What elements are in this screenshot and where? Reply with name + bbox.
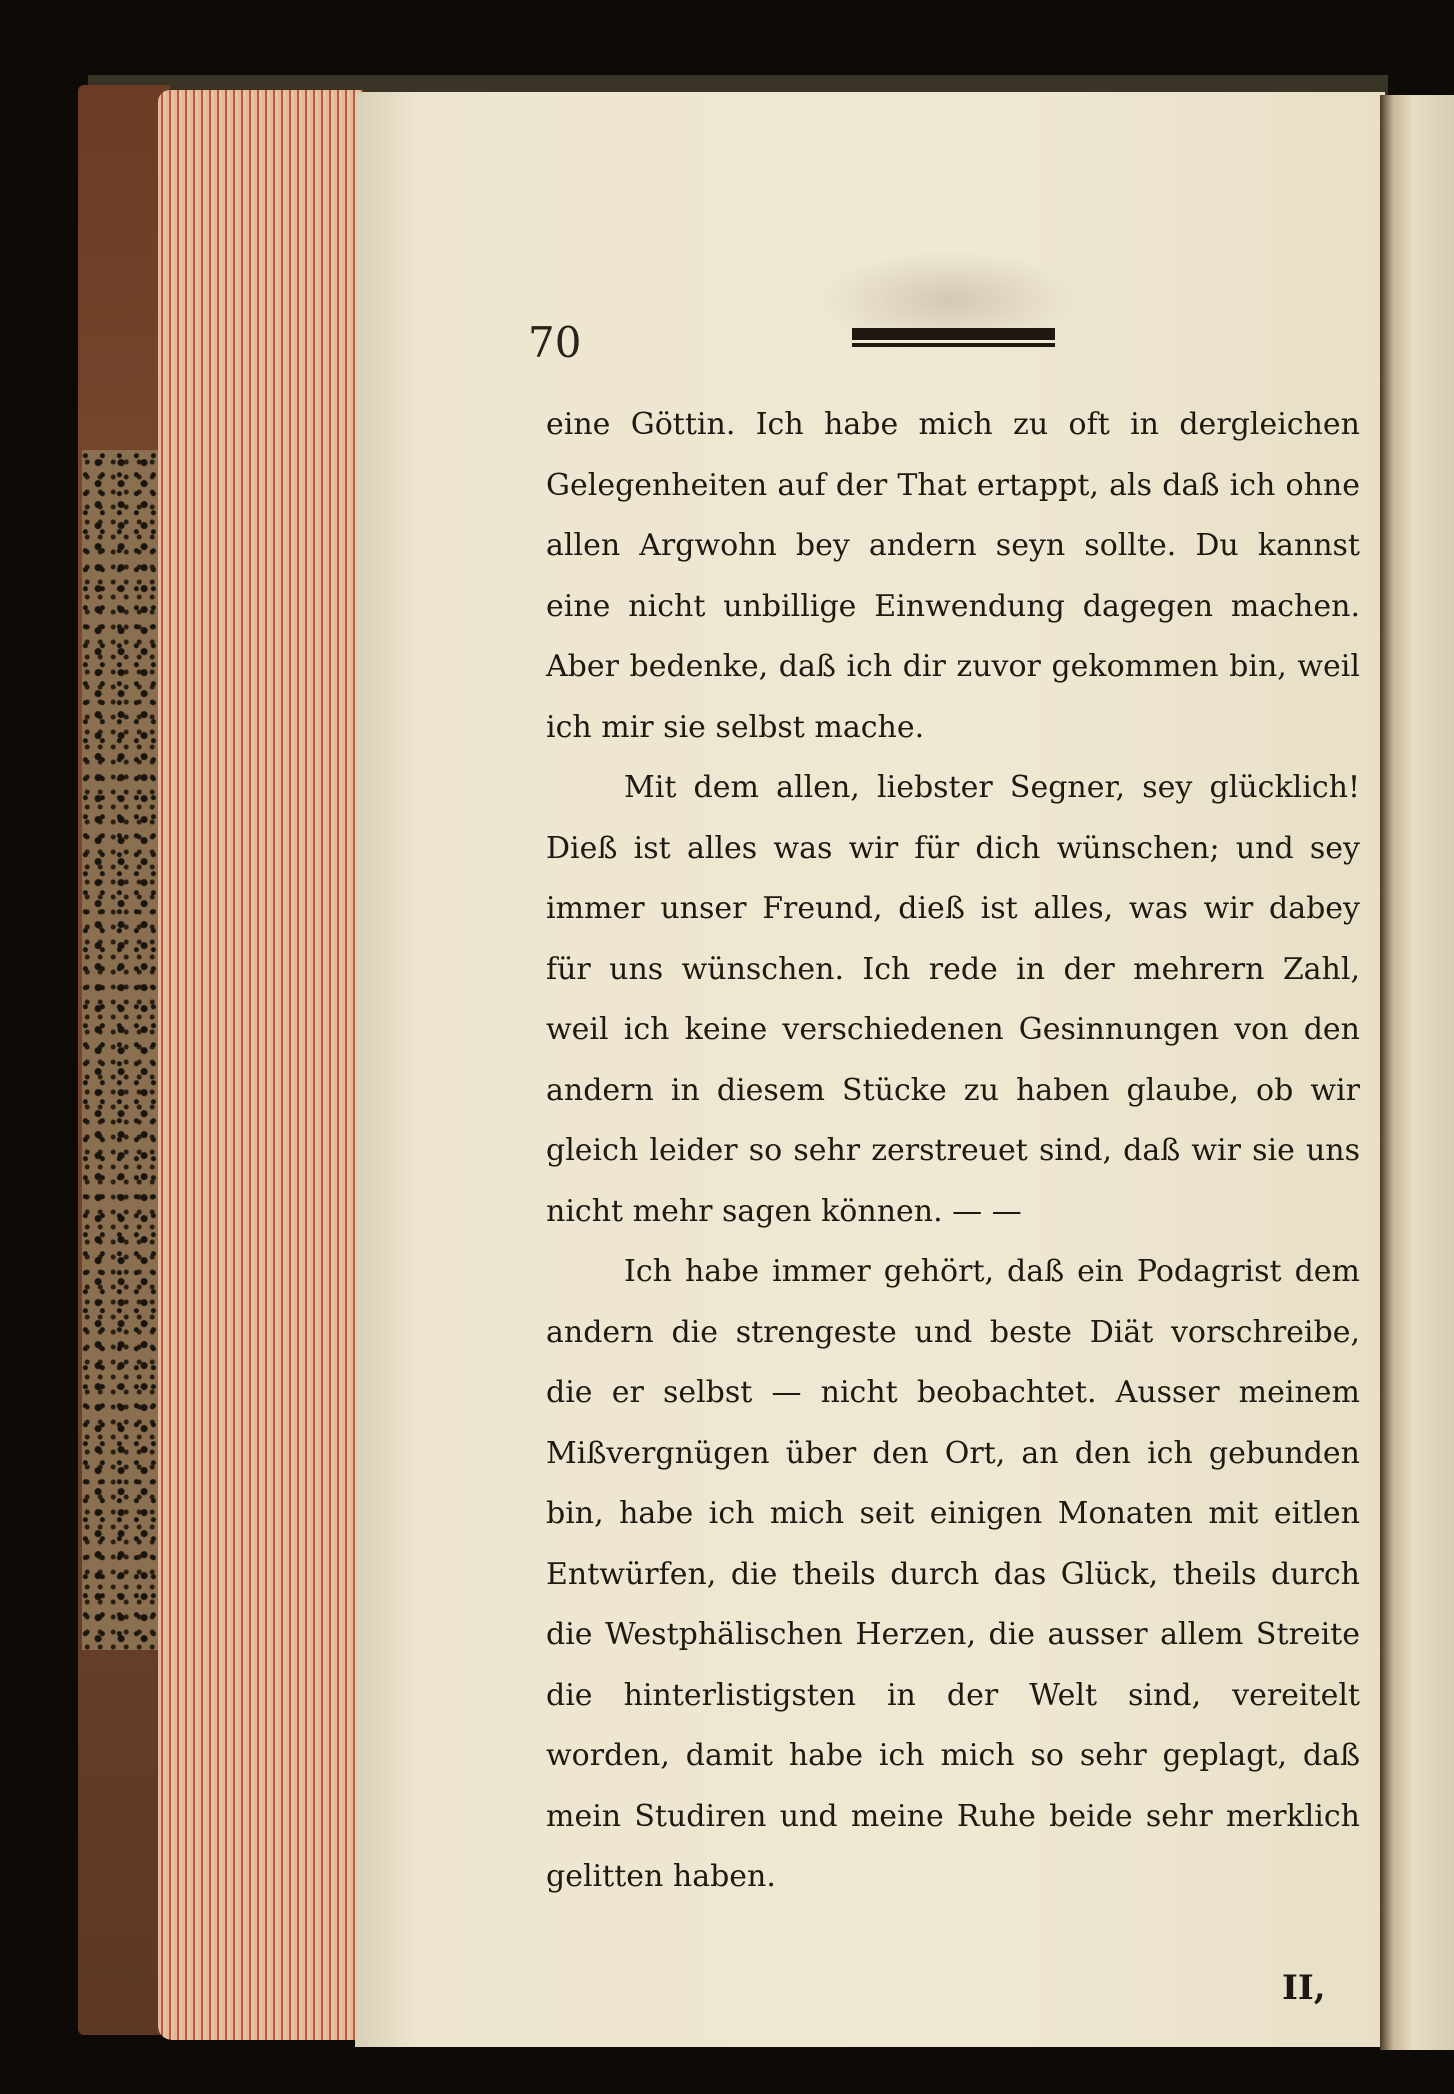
paragraph-2: Mit dem allen, liebster Segner, sey glücklich! Dieß ist alles was wir für dich wünschen; und sey immer unser Freund, dieß ist alles, was wir dabey für uns wünschen. Ich rede in der mehrern Zahl, weil ich keine verschiedenen Gesinnungen von den andern in diesem Stücke zu haben glaube, ob wir gleich leider so sehr zerstreuet sind, daß wir sie uns nicht mehr sagen können. — — xyxy=(546,770,1360,1229)
catchword: II, xyxy=(1282,1968,1326,2008)
header-rule xyxy=(852,328,1055,343)
marbled-endpaper xyxy=(82,450,164,1650)
body-text xyxy=(546,395,1360,1908)
page-number: 70 xyxy=(528,318,582,367)
facing-page-edge xyxy=(1380,95,1454,2050)
paragraph-3: Ich habe immer gehört, daß ein Podagrist dem andern die strengeste und beste Diät vorschreibe, die er selbst — nicht beobachtet. Ausser meinem Mißvergnügen über den Ort, an den ich gebunden bin, habe ich mich seit einigen Monaten mit eitlen Entwürfen, die theils durch das Glück, theils durch die Westphälischen Herzen, die ausser allem Streite die hinterlistigsten in der Welt sind, vereitelt worden, damit habe ich mich so sehr geplagt, daß mein Studiren und meine Ruhe beide sehr merklich gelitten haben. xyxy=(546,1254,1360,1894)
paragraph-1: eine Göttin. Ich habe mich zu oft in dergleichen Gelegenheiten auf der That ertappt, als daß ich ohne allen Argwohn bey andern seyn sollte. Du kannst eine nicht unbillige Einwendung dagegen machen. Aber bedenke, daß ich dir zuvor gekommen bin, weil ich mir sie selbst mache. xyxy=(546,407,1360,745)
page-edges xyxy=(158,90,363,2040)
